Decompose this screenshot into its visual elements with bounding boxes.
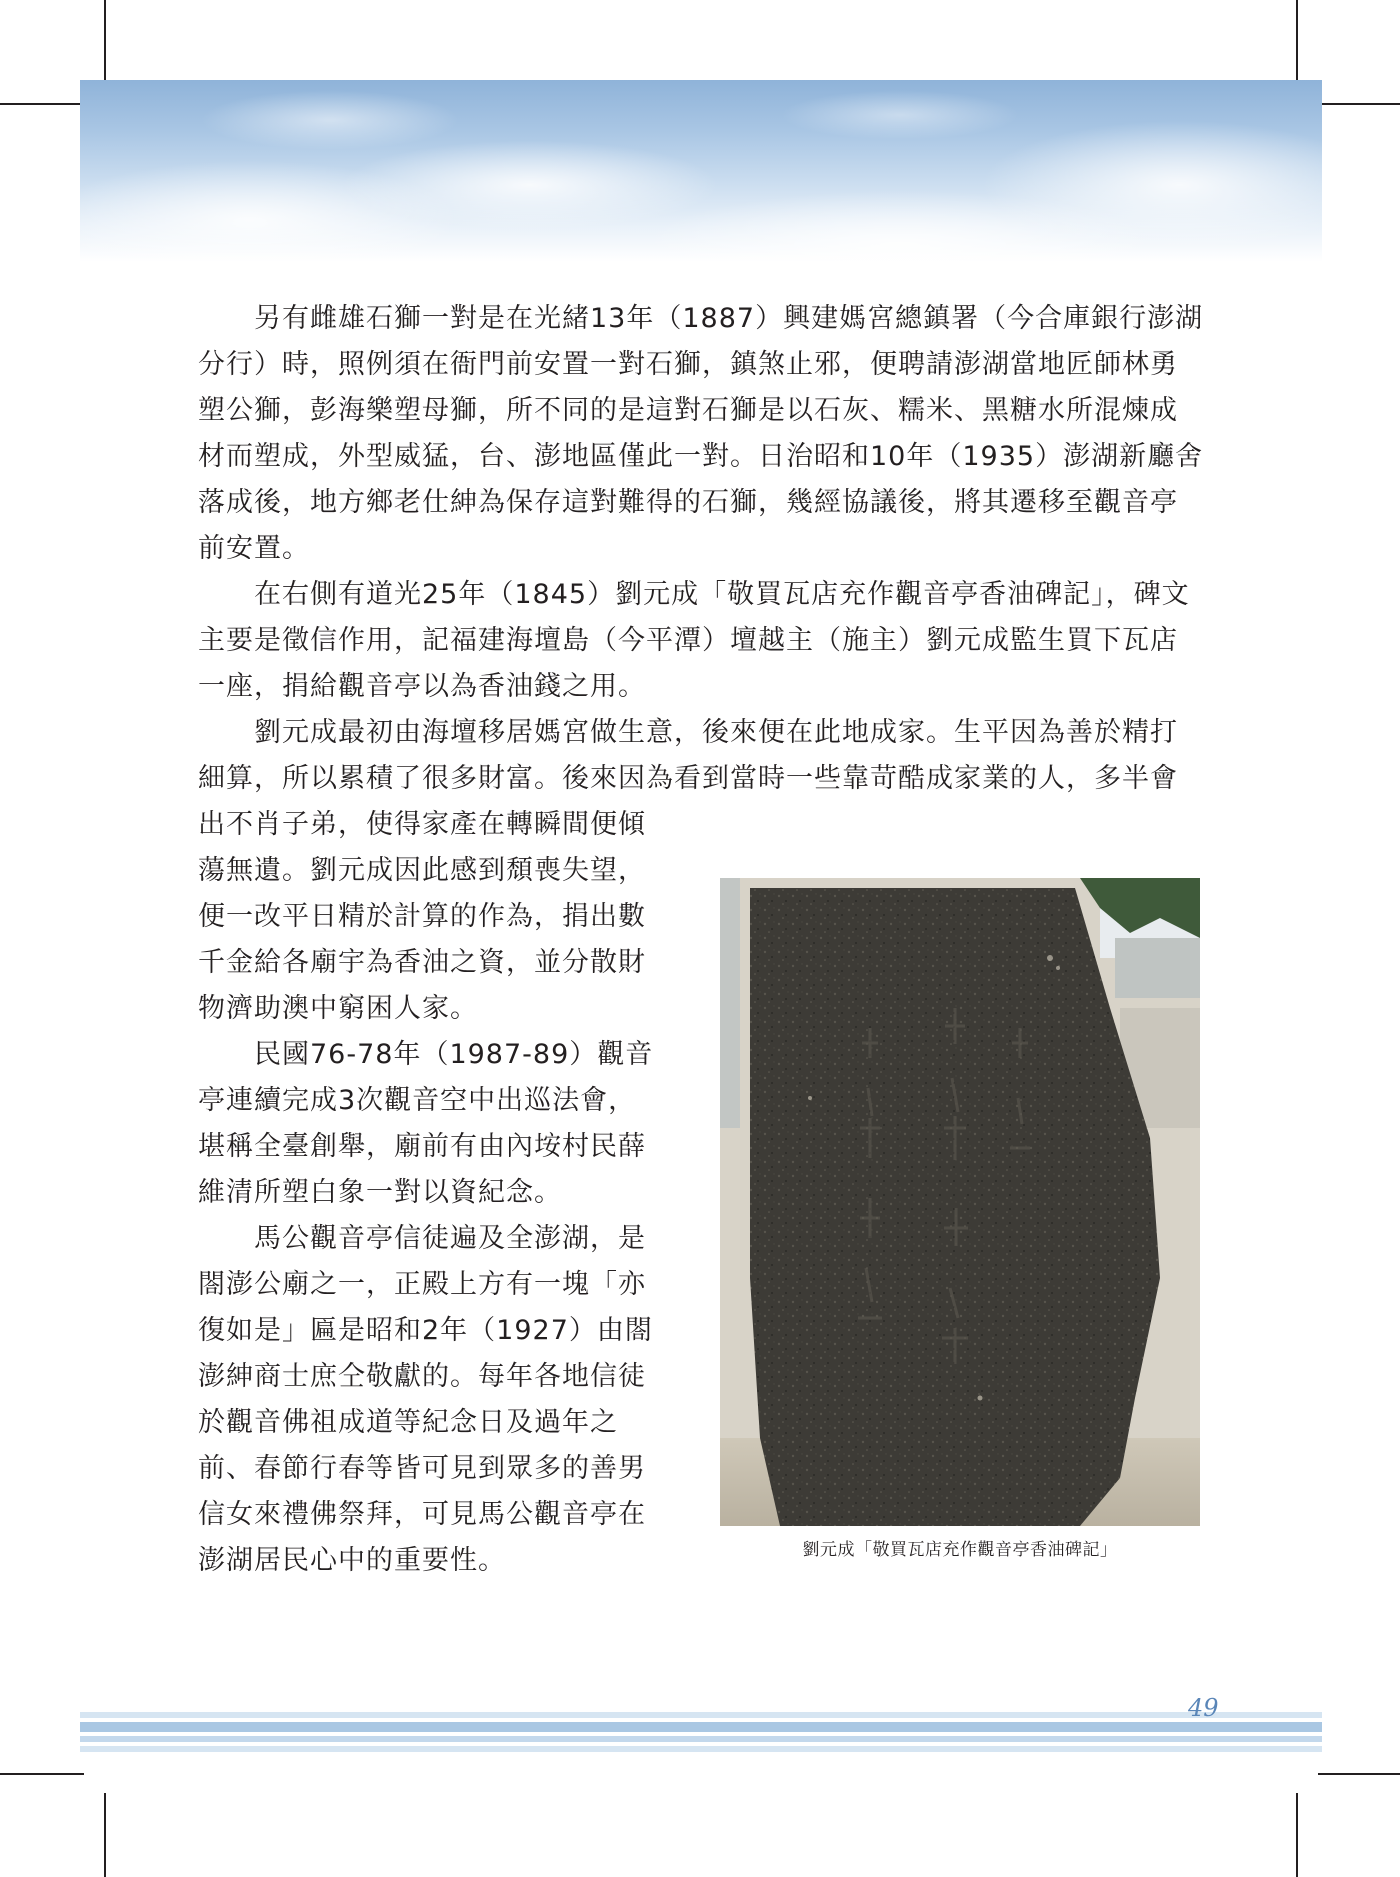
sky-header-banner xyxy=(80,80,1322,262)
photo-caption: 劉元成「敬買瓦店充作觀音亭香油碑記」 xyxy=(802,1540,1118,1560)
text-line: 千金給各廟宇為香油之資，並分散財 xyxy=(198,947,646,978)
stele-photo xyxy=(720,878,1200,1526)
text-line: 維清所塑白象一對以資紀念。 xyxy=(198,1177,562,1208)
text-line: 澎湖居民心中的重要性。 xyxy=(198,1545,506,1576)
text-line: 閤澎公廟之一，正殿上方有一塊「亦 xyxy=(198,1269,646,1300)
text-line: 便一改平日精於計算的作為，捐出數 xyxy=(198,901,646,932)
text-line: 分行）時，照例須在衙門前安置一對石獅，鎮煞止邪，便聘請澎湖當地匠師林勇 xyxy=(198,349,1178,380)
crop-mark-bottom-right-horizontal xyxy=(1318,1773,1400,1775)
footer-stripes xyxy=(80,1712,1322,1754)
stele-photo-illustration xyxy=(720,878,1200,1526)
paragraph-stone-lions xyxy=(198,296,1203,572)
crop-mark-top-right-vertical xyxy=(1296,0,1298,84)
text-line: 出不肖子弟，使得家產在轉瞬間便傾 xyxy=(198,809,646,840)
text-line: 在右側有道光25年（1845）劉元成「敬買瓦店充作觀音亭香油碑記」，碑文 xyxy=(254,579,1190,610)
text-line: 澎紳商士庶仝敬獻的。每年各地信徒 xyxy=(198,1361,646,1392)
crop-mark-top-left-horizontal xyxy=(0,103,84,105)
text-line: 於觀音佛祖成道等紀念日及過年之 xyxy=(198,1407,618,1438)
text-line: 信女來禮佛祭拜，可見馬公觀音亭在 xyxy=(198,1499,646,1530)
crop-mark-top-right-horizontal xyxy=(1318,103,1400,105)
text-line: 復如是」匾是昭和2年（1927）由閤 xyxy=(198,1315,653,1346)
text-line: 塑公獅，彭海樂塑母獅，所不同的是這對石獅是以石灰、糯米、黑糖水所混煉成 xyxy=(198,395,1178,426)
text-line: 材而塑成，外型威猛，台、澎地區僅此一對。日治昭和10年（1935）澎湖新廳舍 xyxy=(198,441,1204,472)
crop-mark-bottom-right-vertical xyxy=(1296,1793,1298,1877)
text-line: 物濟助澳中窮困人家。 xyxy=(198,993,478,1024)
text-line: 民國76-78年（1987-89）觀音 xyxy=(254,1039,654,1070)
page-number: 49 xyxy=(1188,1694,1219,1722)
text-line: 馬公觀音亭信徒遍及全澎湖，是 xyxy=(254,1223,646,1254)
text-line: 堪稱全臺創舉，廟前有由內垵村民薛 xyxy=(198,1131,646,1162)
paragraph-guanyin-procession xyxy=(198,1032,653,1216)
crop-mark-bottom-left-vertical xyxy=(104,1793,106,1877)
text-line: 一座，捐給觀音亭以為香油錢之用。 xyxy=(198,671,646,702)
text-line: 劉元成最初由海壇移居媽宮做生意，後來便在此地成家。生平因為善於精打 xyxy=(254,717,1178,748)
crop-mark-bottom-left-horizontal xyxy=(0,1773,84,1775)
paragraph-stele-inscription xyxy=(198,572,1190,710)
text-line: 另有雌雄石獅一對是在光緒13年（1887）興建媽宮總鎮署（今合庫銀行澎湖 xyxy=(254,303,1204,334)
text-line: 主要是徵信作用，記福建海壇島（今平潭）壇越主（施主）劉元成監生買下瓦店 xyxy=(198,625,1178,656)
text-line: 前安置。 xyxy=(198,533,310,564)
text-line: 蕩無遺。劉元成因此感到頹喪失望， xyxy=(198,855,646,886)
text-line: 落成後，地方鄉老仕紳為保存這對難得的石獅，幾經協議後，將其遷移至觀音亭 xyxy=(198,487,1178,518)
text-line: 細算，所以累積了很多財富。後來因為看到當時一些靠苛酷成家業的人，多半會 xyxy=(198,763,1178,794)
paragraph-believers xyxy=(198,1216,653,1584)
text-line: 亭連續完成3次觀音空中出巡法會， xyxy=(198,1085,637,1116)
text-line: 前、春節行春等皆可見到眾多的善男 xyxy=(198,1453,646,1484)
crop-mark-top-left-vertical xyxy=(104,0,106,84)
